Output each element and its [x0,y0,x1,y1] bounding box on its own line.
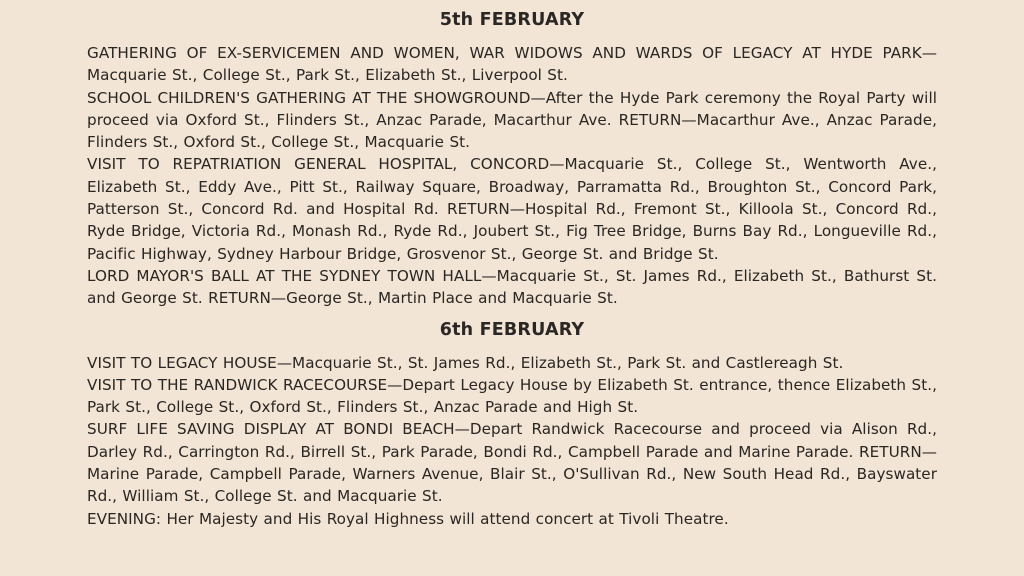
entry-showground-gathering: SCHOOL CHILDREN'S GATHERING AT THE SHOWGROUND—After the Hyde Park ceremony the Royal Party will proceed via Oxford St., Flinders St., Anzac Parade, Macarthur Ave. RETURN—Macarthur Ave., Anzac Parade, Flinders St., Oxford St., College St., Macquarie St. [87,88,937,152]
section-heading: 6th FEBRUARY [439,319,585,340]
entry-bondi-surf-display: SURF LIFE SAVING DISPLAY AT BONDI BEACH—Depart Randwick Racecourse and proceed via Alison Rd., Darley Rd., Carrington Rd., Birrell St., Park Parade, Bondi Rd., Campbell Parade and Marine Parade. RETURN—Marine Parade, Campbell Parade, Warners Avenue, Blair St., O'Sullivan Rd., New South Head Rd., Bayswater Rd., William St., College St. and Macquarie St. [87,420,937,506]
entry-legacy-house-visit: VISIT TO LEGACY HOUSE—Macquarie St., St. James Rd., Elizabeth St., Park St. and Castlereagh St. [87,353,844,372]
entry-hyde-park-gathering: GATHERING OF EX-SERVICEMEN AND WOMEN, WAR WIDOWS AND WARDS OF LEGACY AT HYDE PARK—Macquarie St., College St., Park St., Elizabeth St., Liverpool St. [87,44,937,85]
section-5th-february [87,8,937,310]
entry-randwick-racecourse-visit: VISIT TO THE RANDWICK RACECOURSE—Depart Legacy House by Elizabeth St. entrance, thence Elizabeth St., Park St., College St., Oxford St., Flinders St., Anzac Parade and High St. [87,375,937,417]
entry-lord-mayors-ball: LORD MAYOR'S BALL AT THE SYDNEY TOWN HALL—Macquarie St., St. James Rd., Elizabeth St., Bathurst St. and George St. RETURN—George St., Martin Place and Macquarie St. [87,266,937,308]
section-heading: 5th FEBRUARY [439,10,585,30]
entry-evening-tivoli-concert: EVENING: Her Majesty and His Royal Highness will attend concert at Tivoli Theatre. [87,509,729,528]
entry-repatriation-hospital-visit: VISIT TO REPATRIATION GENERAL HOSPITAL, CONCORD—Macquarie St., College St., Wentworth Ave., Elizabeth St., Eddy Ave., Pitt St., Railway Square, Broadway, Parramatta Rd., Broughton St., Concord Park, Patterson St., Concord Rd. and Hospital Rd. RETURN—Hospital Rd., Fremont St., Killoola St., Concord Rd., Ryde Bridge, Victoria Rd., Monash Rd., Ryde Rd., Joubert St., Fig Tree Bridge, Burns Bay Rd., Longueville Rd., Pacific Highway, Sydney Harbour Bridge, Grosvenor St., George St. and Bridge St. [87,155,937,263]
section-6th-february [87,318,937,530]
